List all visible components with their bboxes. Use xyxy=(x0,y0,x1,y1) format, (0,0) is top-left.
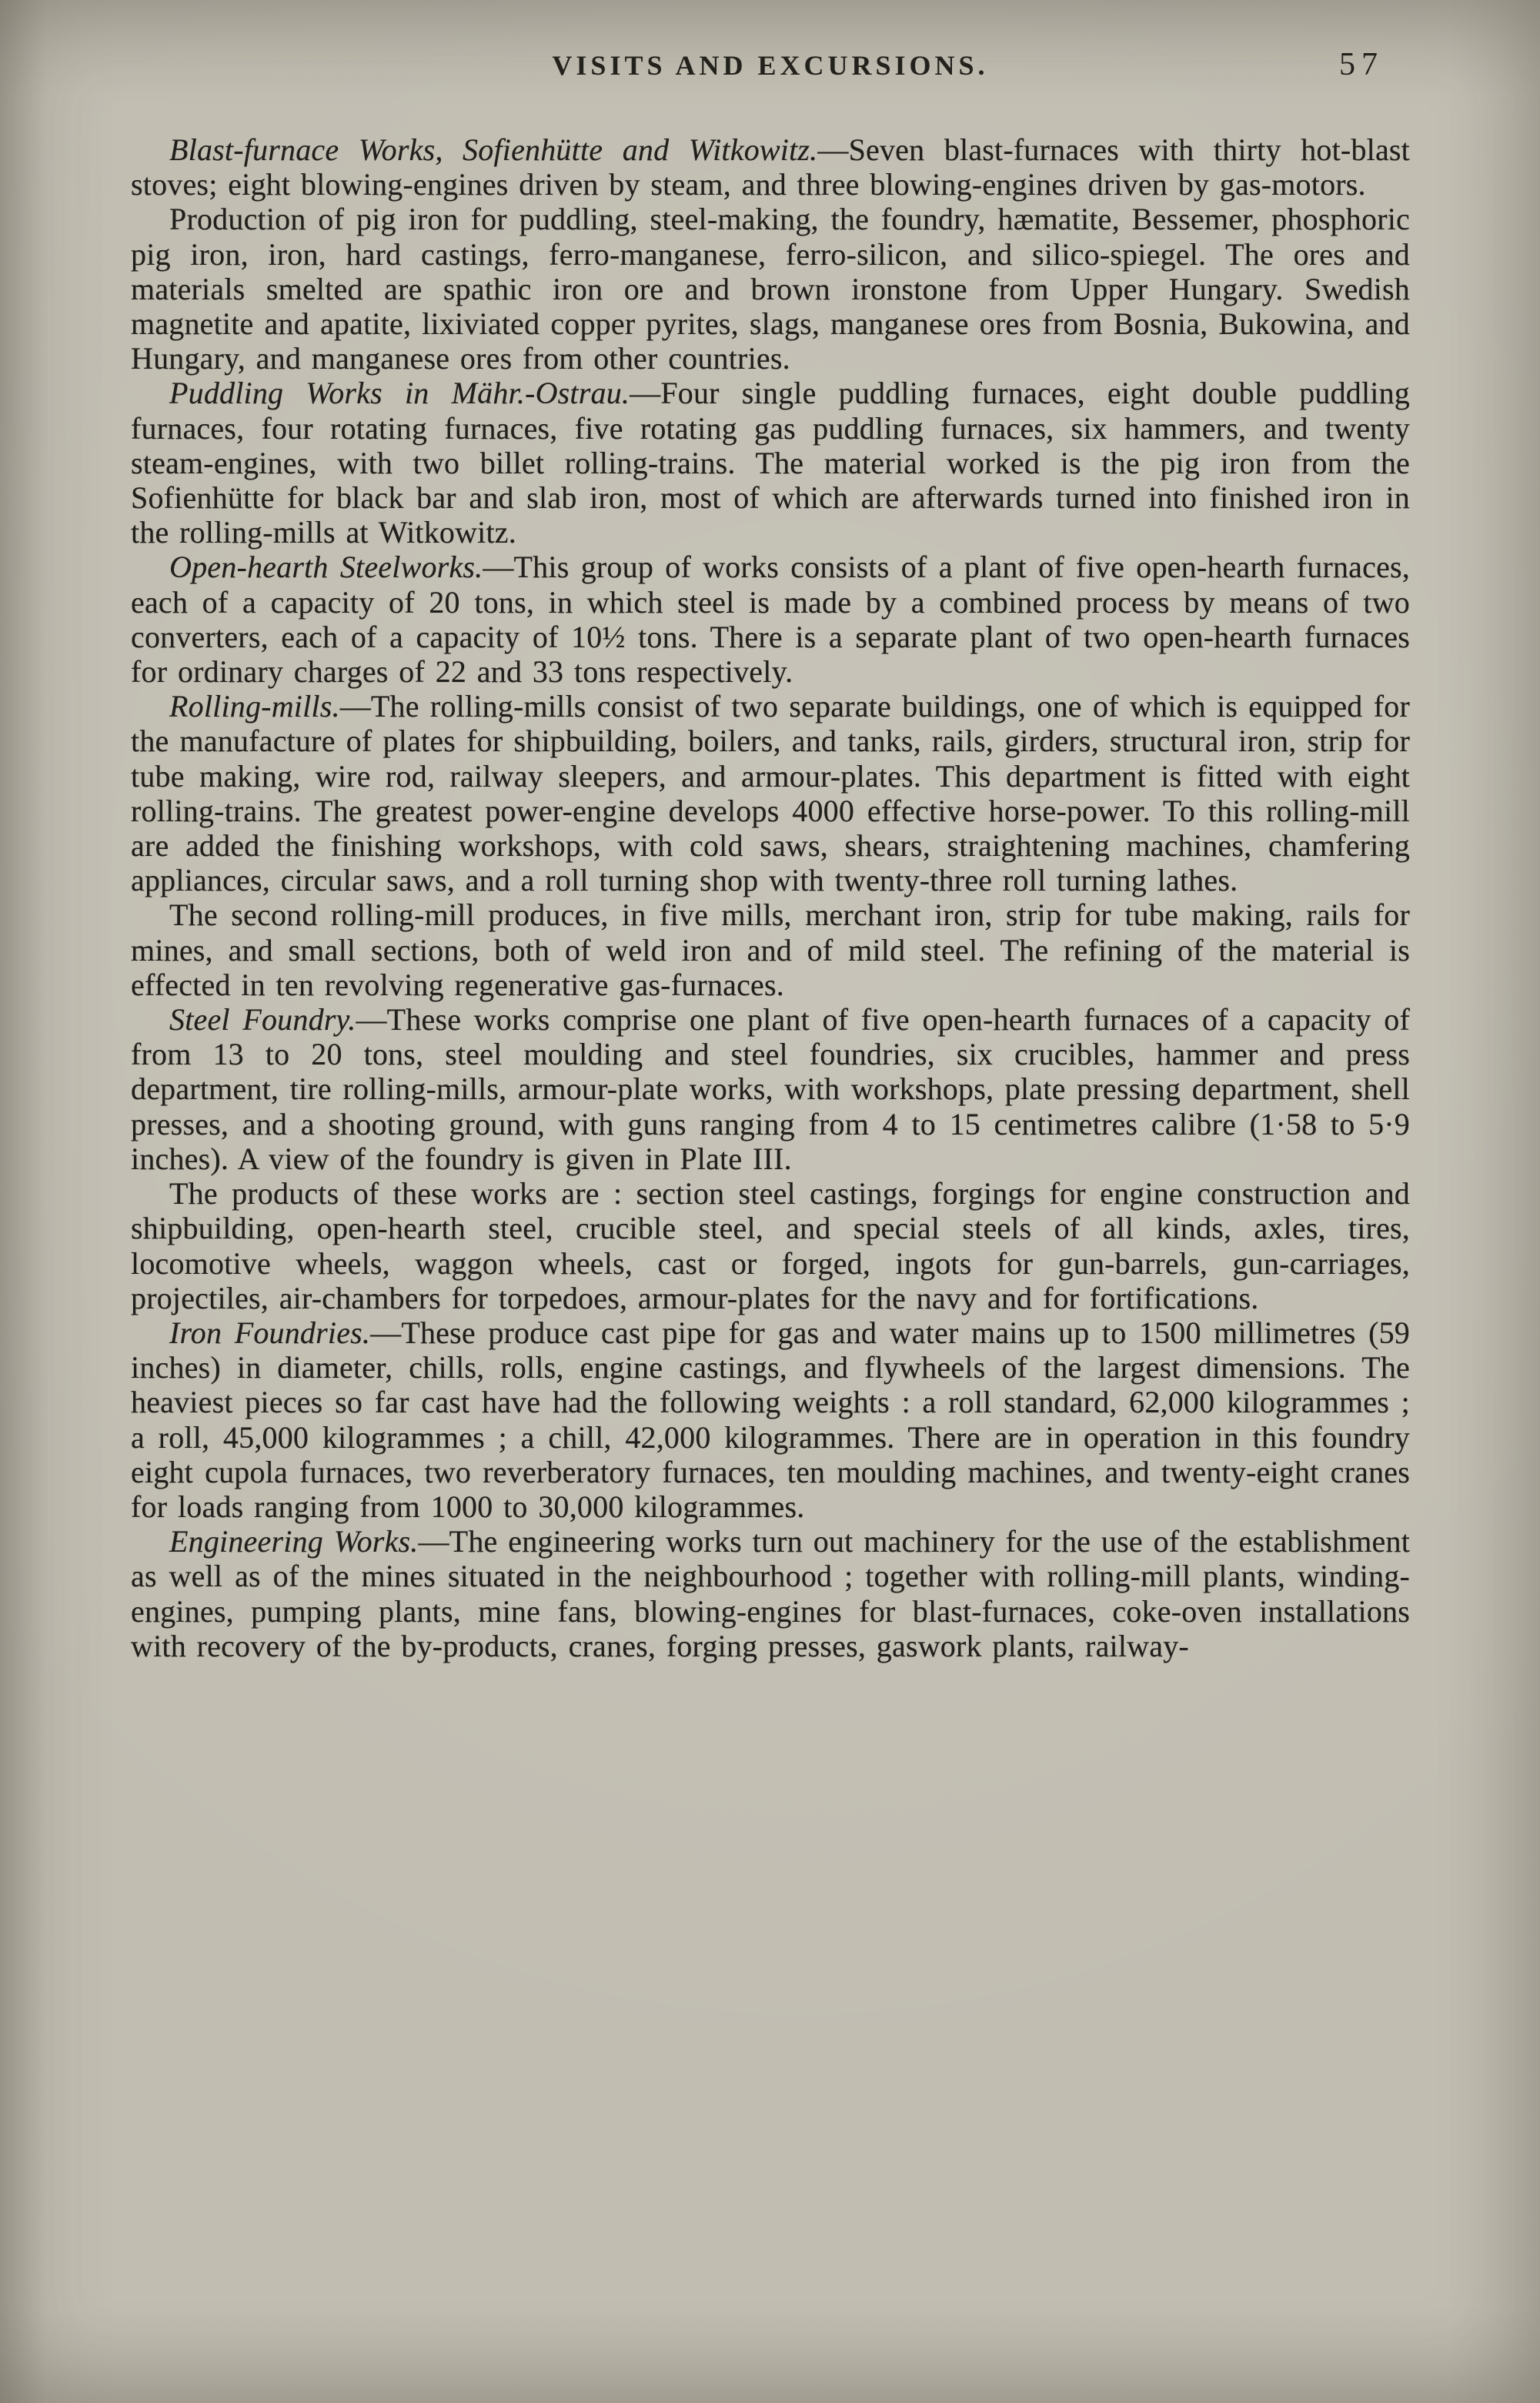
paragraph-lead: Rolling-mills. xyxy=(169,689,340,724)
paragraph-text: —This group of works consists of a plant of five open-hearth furnaces, each of a capacity of 20 tons, in which steel is made by a combined process by means of two converters, each of a capacity of 10½ tons. There is a separate plant of two open-hearth furnaces for ordinary charges of 22 and 33 tons respectively. xyxy=(131,550,1410,690)
paragraph-lead: Engineering Works. xyxy=(169,1524,419,1559)
paragraph xyxy=(131,376,1410,550)
paragraph-lead: Steel Foundry. xyxy=(169,1002,356,1038)
paragraph xyxy=(131,1002,1410,1176)
paragraph-lead: Iron Foundries. xyxy=(169,1315,371,1350)
paragraph-lead: Blast-furnace Works, Sofienhütte and Witkowitz. xyxy=(169,132,818,167)
paragraph-lead: Puddling Works in Mähr.-Ostrau. xyxy=(169,376,630,411)
page-header xyxy=(131,49,1410,95)
paragraph-text: Production of pig iron for puddling, steel-making, the foundry, hæmatite, Bessemer, phosphoric pig iron, iron, hard castings, ferro-manganese, ferro-silicon, and silico-spiegel. The ores and materials smelted are spathic iron ore and brown ironstone from Upper Hungary. Swedish magnetite and apatite, lixiviated copper pyrites, slags, manganese ores from Bosnia, Bukowina, and Hungary, and manganese ores from other countries. xyxy=(131,202,1410,376)
paragraph-text: —The engineering works turn out machinery for the use of the establishment as well as of the mines situated in the neighbourhood ; together with rolling-mill plants, winding-engines, pumping plants, mine fans, blowing-engines for blast-furnaces, coke-oven installations with recovery of the by-products, cranes, forging presses, gaswork plants, railway- xyxy=(131,1524,1411,1663)
paragraph-text: —Four single puddling furnaces, eight double puddling furnaces, four rotating furnaces, five rotating gas puddling furnaces, six hammers, and twenty steam-engines, with two billet rolling-trains. The material worked is the pig iron from the Sofienhütte for black bar and slab iron, most of which are afterwards turned into finished iron in the rolling-mills at Witkowitz. xyxy=(131,376,1411,550)
paragraph-text: —The rolling-mills consist of two separate buildings, one of which is equipped for the manufacture of plates for shipbuilding, boilers, and tanks, rails, girders, structural iron, strip for tube making, wire rod, railway sleepers, and armour-plates. This department is fitted with eight rolling-trains. The greatest power-engine develops 4000 effective horse-power. To this rolling-mill are added the finishing workshops, with cold saws, shears, straightening machines, chamfering appliances, circular saws, and a roll turning shop with twenty-three roll turning lathes. xyxy=(131,689,1410,898)
paragraph-text: The second rolling-mill produces, in five mills, merchant iron, strip for tube making, rails for mines, and small sections, both of weld iron and of mild steel. The refining of the material is effected in ten revolving regenerative gas-furnaces. xyxy=(131,897,1410,1002)
paragraph xyxy=(131,689,1410,897)
paragraph xyxy=(131,550,1410,689)
page-number: 57 xyxy=(1339,47,1384,82)
paragraph xyxy=(131,897,1410,1002)
paragraph-text: The products of these works are : section steel castings, forgings for engine construction and shipbuilding, open-hearth steel, crucible steel, and special steels of all kinds, axles, tires, locomotive wheels, waggon wheels, cast or forged, ingots for gun-barrels, gun-carriages, projectiles, air-chambers for torpedoes, armour-plates for the navy and for fortifications. xyxy=(131,1176,1410,1315)
paragraph xyxy=(131,132,1410,202)
paragraph xyxy=(131,1524,1410,1663)
paragraph-text: —These produce cast pipe for gas and water mains up to 1500 millimetres (59 inches) in diameter, chills, rolls, engine castings, and flywheels of the largest dimensions. The heaviest pieces so far cast have had the following weights : a roll standard, 62,000 kilogrammes ; a roll, 45,000 kilogrammes ; a chill, 42,000 kilogrammes. There are in operation in this foundry eight cupola furnaces, two reverberatory furnaces, ten moulding machines, and twenty-eight cranes for loads ranging from 1000 to 30,000 kilogrammes. xyxy=(131,1315,1410,1524)
paragraph-lead: Open-hearth Steelworks. xyxy=(169,550,483,585)
paragraph-text: —Seven blast-furnaces with thirty hot-blast stoves; eight blowing-engines driven by steam, and three blowing-engines driven by gas-motors. xyxy=(131,132,1410,202)
paragraph xyxy=(131,1315,1410,1524)
paragraph xyxy=(131,202,1410,376)
page-body xyxy=(131,132,1410,1663)
running-title: VISITS AND EXCURSIONS. xyxy=(552,50,989,81)
paragraph-text: —These works comprise one plant of five open-hearth furnaces of a capacity of from 13 to 20 tons, steel moulding and steel foundries, six crucibles, hammer and press department, tire rolling-mills, armour-plate works, with workshops, plate pressing department, shell presses, and a shooting ground, with guns ranging from 4 to 15 centimetres calibre (1·58 to 5·9 inches). A view of the foundry is given in Plate III. xyxy=(131,1002,1410,1176)
paragraph xyxy=(131,1176,1410,1315)
